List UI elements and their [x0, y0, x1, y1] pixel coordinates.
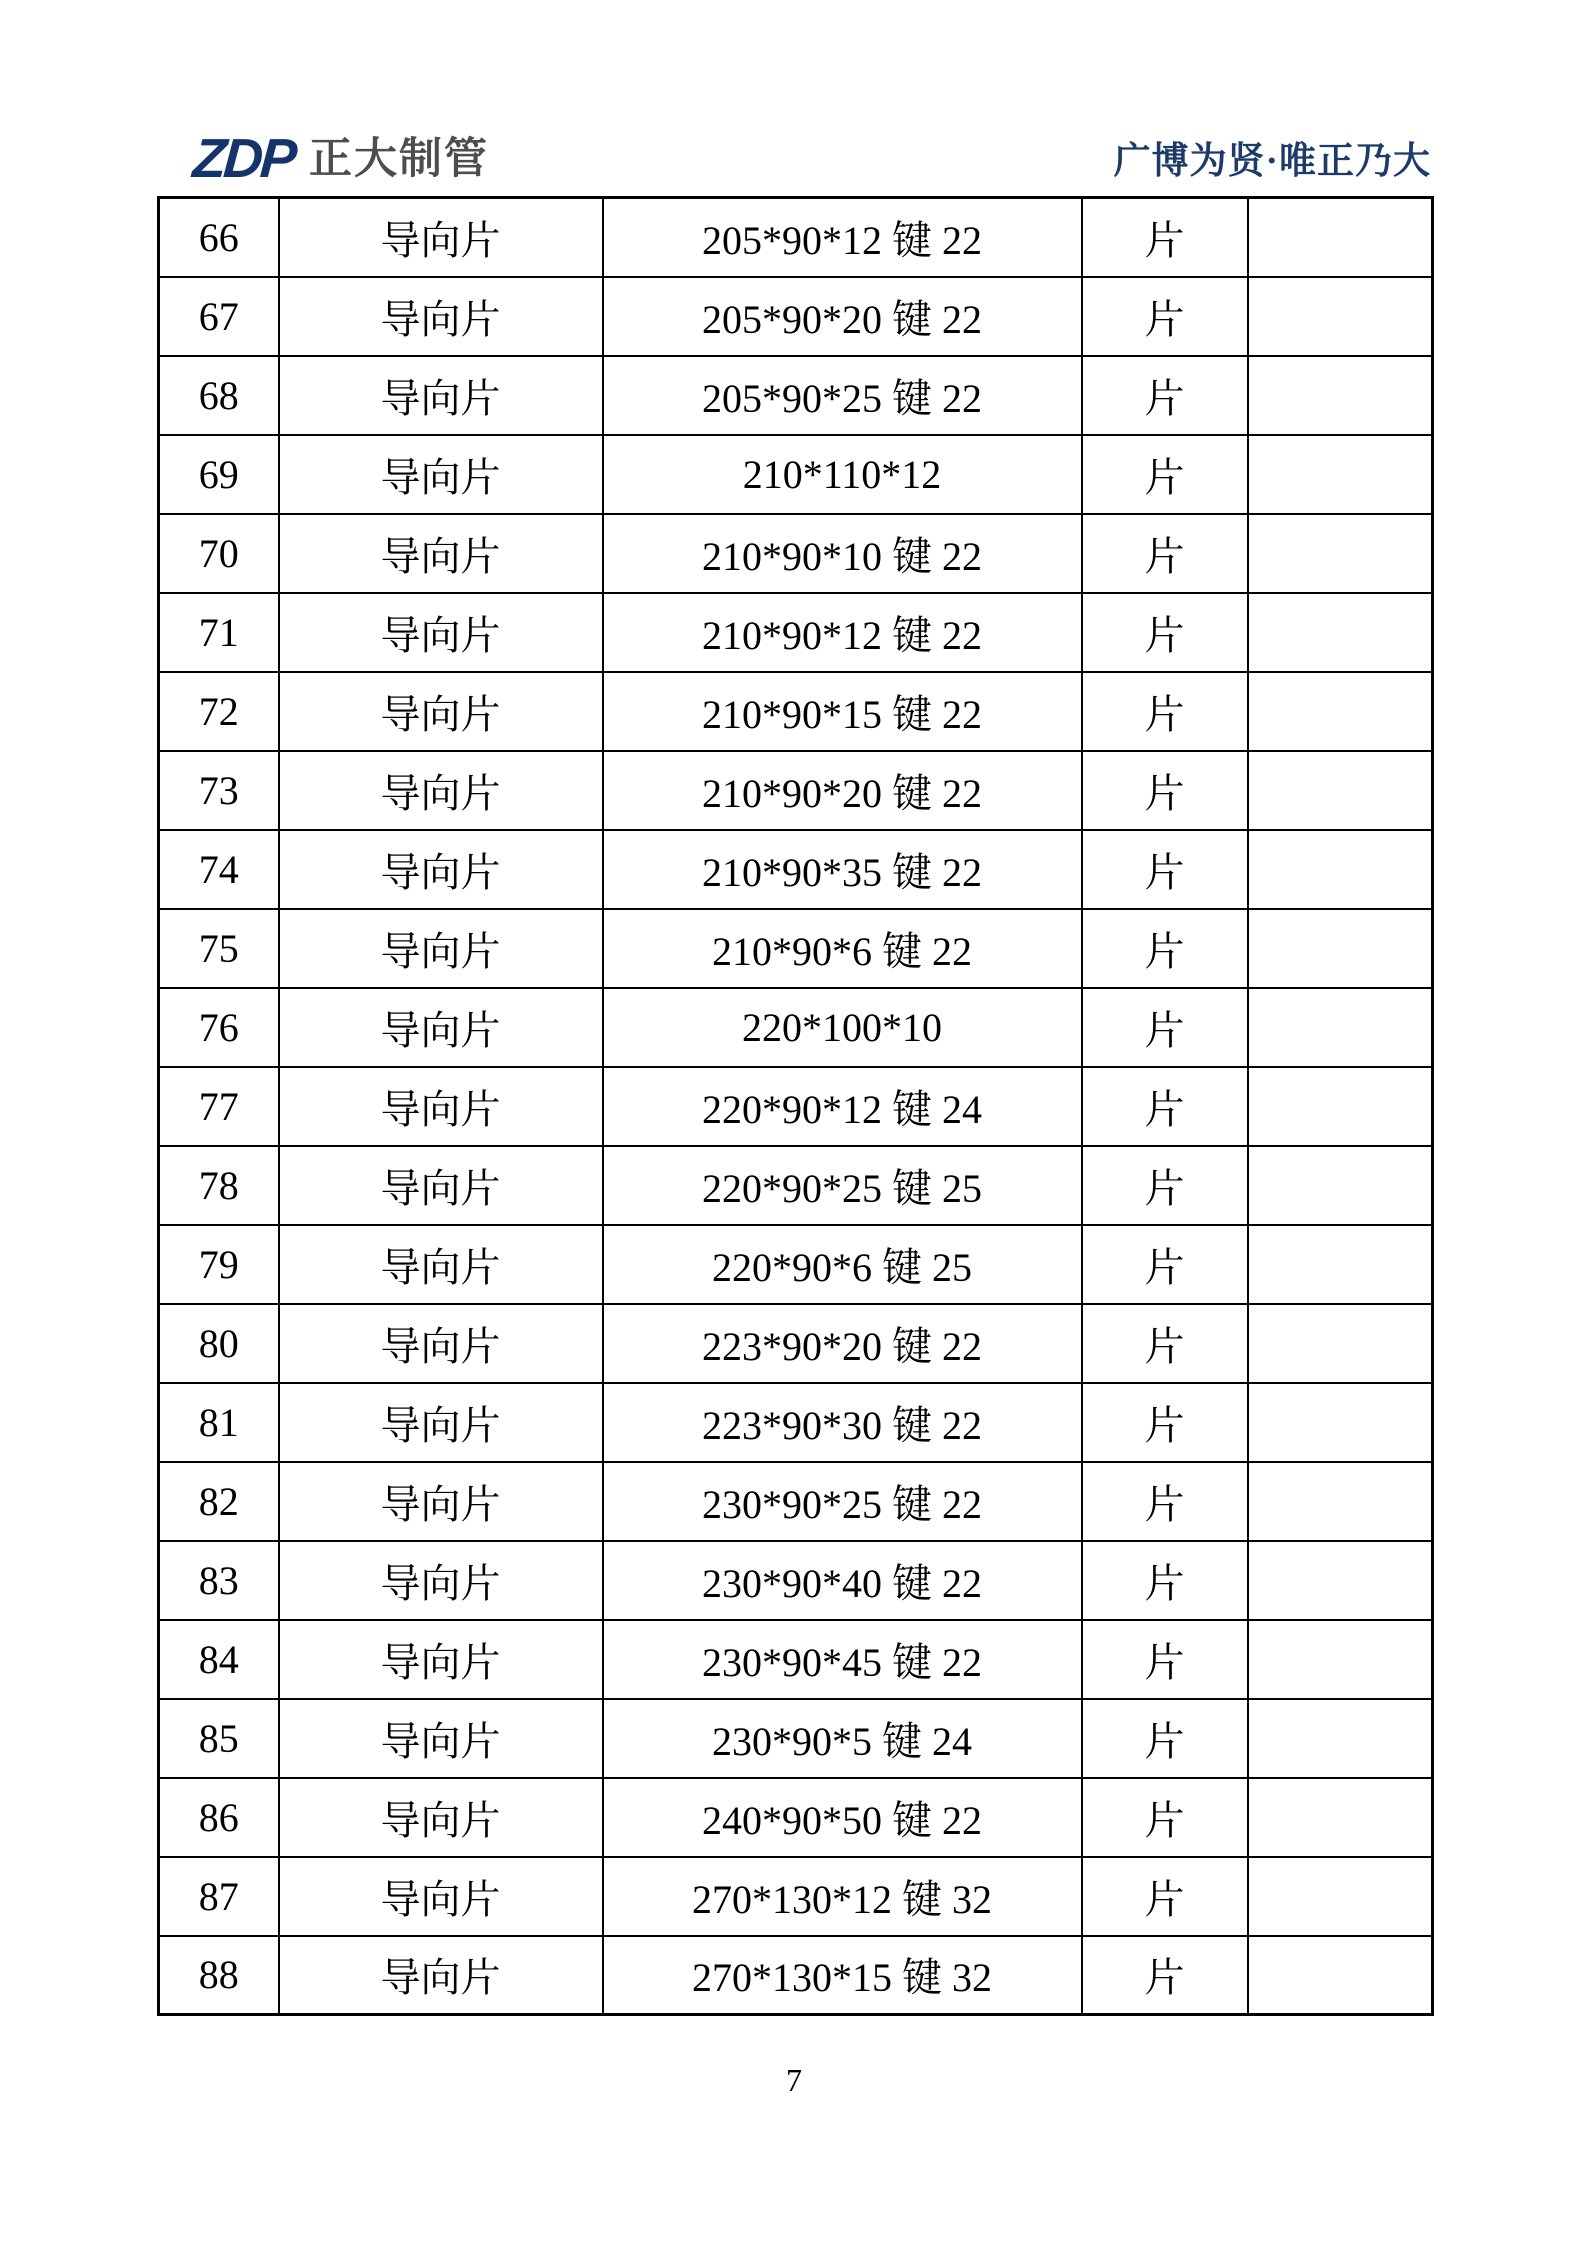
table-row — [159, 1146, 1433, 1225]
unit-cell: 片 — [1082, 356, 1248, 435]
remark-cell — [1248, 1225, 1433, 1304]
table-row — [159, 277, 1433, 356]
item-name-cell: 导向片 — [279, 1304, 603, 1383]
row-number-cell: 77 — [159, 1067, 279, 1146]
table-row — [159, 593, 1433, 672]
item-name-cell: 导向片 — [279, 1936, 603, 2015]
table-row — [159, 514, 1433, 593]
unit-cell: 片 — [1082, 435, 1248, 514]
company-slogan: 广博为贤·唯正乃大 — [1113, 141, 1431, 182]
spec-cell: 270*130*15 键 32 — [603, 1936, 1082, 2015]
unit-cell: 片 — [1082, 988, 1248, 1067]
remark-cell — [1248, 356, 1433, 435]
row-number-cell: 88 — [159, 1936, 279, 2015]
item-name-cell: 导向片 — [279, 1462, 603, 1541]
row-number-cell: 78 — [159, 1146, 279, 1225]
row-number-cell: 79 — [159, 1225, 279, 1304]
remark-cell — [1248, 1699, 1433, 1778]
row-number-cell: 75 — [159, 909, 279, 988]
spec-cell: 220*90*6 键 25 — [603, 1225, 1082, 1304]
spec-cell: 240*90*50 键 22 — [603, 1778, 1082, 1857]
unit-cell: 片 — [1082, 593, 1248, 672]
unit-cell: 片 — [1082, 1383, 1248, 1462]
unit-cell: 片 — [1082, 909, 1248, 988]
row-number-cell: 72 — [159, 672, 279, 751]
row-number-cell: 84 — [159, 1620, 279, 1699]
remark-cell — [1248, 1304, 1433, 1383]
unit-cell: 片 — [1082, 1620, 1248, 1699]
table-row — [159, 1778, 1433, 1857]
item-name-cell: 导向片 — [279, 672, 603, 751]
spec-cell: 210*90*15 键 22 — [603, 672, 1082, 751]
unit-cell: 片 — [1082, 1699, 1248, 1778]
unit-cell: 片 — [1082, 1146, 1248, 1225]
table-row — [159, 356, 1433, 435]
remark-cell — [1248, 672, 1433, 751]
item-name-cell: 导向片 — [279, 1383, 603, 1462]
item-name-cell: 导向片 — [279, 1857, 603, 1936]
row-number-cell: 82 — [159, 1462, 279, 1541]
parts-spec-table — [157, 196, 1434, 2016]
table-row — [159, 1462, 1433, 1541]
item-name-cell: 导向片 — [279, 1620, 603, 1699]
table-row — [159, 1699, 1433, 1778]
company-logo — [190, 127, 489, 190]
table-row — [159, 988, 1433, 1067]
table-row — [159, 1067, 1433, 1146]
remark-cell — [1248, 988, 1433, 1067]
table-row — [159, 1225, 1433, 1304]
unit-cell: 片 — [1082, 751, 1248, 830]
row-number-cell: 73 — [159, 751, 279, 830]
row-number-cell: 66 — [159, 198, 279, 277]
row-number-cell: 86 — [159, 1778, 279, 1857]
spec-cell: 230*90*40 键 22 — [603, 1541, 1082, 1620]
remark-cell — [1248, 1146, 1433, 1225]
table-row — [159, 751, 1433, 830]
table-row — [159, 1304, 1433, 1383]
item-name-cell: 导向片 — [279, 1225, 603, 1304]
item-name-cell: 导向片 — [279, 909, 603, 988]
unit-cell: 片 — [1082, 1304, 1248, 1383]
item-name-cell: 导向片 — [279, 277, 603, 356]
spec-cell: 230*90*5 键 24 — [603, 1699, 1082, 1778]
remark-cell — [1248, 1462, 1433, 1541]
spec-table-body — [159, 198, 1433, 2015]
row-number-cell: 69 — [159, 435, 279, 514]
spec-cell: 210*90*35 键 22 — [603, 830, 1082, 909]
unit-cell: 片 — [1082, 1225, 1248, 1304]
unit-cell: 片 — [1082, 277, 1248, 356]
spec-cell: 220*90*12 键 24 — [603, 1067, 1082, 1146]
unit-cell: 片 — [1082, 1857, 1248, 1936]
unit-cell: 片 — [1082, 1936, 1248, 2015]
remark-cell — [1248, 277, 1433, 356]
unit-cell: 片 — [1082, 1541, 1248, 1620]
spec-cell: 220*90*25 键 25 — [603, 1146, 1082, 1225]
row-number-cell: 74 — [159, 830, 279, 909]
company-name: 正大制管 — [309, 135, 489, 184]
item-name-cell: 导向片 — [279, 198, 603, 277]
row-number-cell: 87 — [159, 1857, 279, 1936]
remark-cell — [1248, 909, 1433, 988]
unit-cell: 片 — [1082, 672, 1248, 751]
remark-cell — [1248, 1778, 1433, 1857]
spec-cell: 230*90*25 键 22 — [603, 1462, 1082, 1541]
item-name-cell: 导向片 — [279, 1541, 603, 1620]
spec-cell: 270*130*12 键 32 — [603, 1857, 1082, 1936]
row-number-cell: 76 — [159, 988, 279, 1067]
spec-cell: 205*90*20 键 22 — [603, 277, 1082, 356]
table-row — [159, 909, 1433, 988]
table-row — [159, 1620, 1433, 1699]
row-number-cell: 71 — [159, 593, 279, 672]
item-name-cell: 导向片 — [279, 593, 603, 672]
row-number-cell: 81 — [159, 1383, 279, 1462]
table-row — [159, 1936, 1433, 2015]
remark-cell — [1248, 830, 1433, 909]
unit-cell: 片 — [1082, 514, 1248, 593]
remark-cell — [1248, 1067, 1433, 1146]
remark-cell — [1248, 1857, 1433, 1936]
table-row — [159, 1541, 1433, 1620]
unit-cell: 片 — [1082, 1462, 1248, 1541]
item-name-cell: 导向片 — [279, 1146, 603, 1225]
item-name-cell: 导向片 — [279, 1067, 603, 1146]
item-name-cell: 导向片 — [279, 435, 603, 514]
spec-cell: 205*90*25 键 22 — [603, 356, 1082, 435]
logo-zdp-text: ZDP — [190, 127, 297, 190]
item-name-cell: 导向片 — [279, 1778, 603, 1857]
remark-cell — [1248, 1541, 1433, 1620]
remark-cell — [1248, 751, 1433, 830]
item-name-cell: 导向片 — [279, 751, 603, 830]
remark-cell — [1248, 1620, 1433, 1699]
spec-cell: 210*90*6 键 22 — [603, 909, 1082, 988]
item-name-cell: 导向片 — [279, 1699, 603, 1778]
remark-cell — [1248, 514, 1433, 593]
row-number-cell: 70 — [159, 514, 279, 593]
unit-cell: 片 — [1082, 198, 1248, 277]
item-name-cell: 导向片 — [279, 514, 603, 593]
remark-cell — [1248, 435, 1433, 514]
remark-cell — [1248, 198, 1433, 277]
item-name-cell: 导向片 — [279, 356, 603, 435]
remark-cell — [1248, 1383, 1433, 1462]
table-row — [159, 830, 1433, 909]
remark-cell — [1248, 1936, 1433, 2015]
page-number: 7 — [786, 2062, 802, 2098]
spec-cell: 223*90*20 键 22 — [603, 1304, 1082, 1383]
row-number-cell: 67 — [159, 277, 279, 356]
spec-cell: 210*90*10 键 22 — [603, 514, 1082, 593]
row-number-cell: 85 — [159, 1699, 279, 1778]
table-row — [159, 435, 1433, 514]
spec-cell: 220*100*10 — [603, 988, 1082, 1067]
table-row — [159, 1383, 1433, 1462]
spec-cell: 223*90*30 键 22 — [603, 1383, 1082, 1462]
row-number-cell: 80 — [159, 1304, 279, 1383]
unit-cell: 片 — [1082, 1778, 1248, 1857]
spec-cell: 210*110*12 — [603, 435, 1082, 514]
unit-cell: 片 — [1082, 1067, 1248, 1146]
table-row — [159, 672, 1433, 751]
page-header — [157, 127, 1431, 190]
spec-cell: 210*90*20 键 22 — [603, 751, 1082, 830]
unit-cell: 片 — [1082, 830, 1248, 909]
spec-cell: 230*90*45 键 22 — [603, 1620, 1082, 1699]
item-name-cell: 导向片 — [279, 988, 603, 1067]
table-row — [159, 198, 1433, 277]
item-name-cell: 导向片 — [279, 830, 603, 909]
remark-cell — [1248, 593, 1433, 672]
spec-cell: 205*90*12 键 22 — [603, 198, 1082, 277]
row-number-cell: 83 — [159, 1541, 279, 1620]
spec-cell: 210*90*12 键 22 — [603, 593, 1082, 672]
table-row — [159, 1857, 1433, 1936]
row-number-cell: 68 — [159, 356, 279, 435]
